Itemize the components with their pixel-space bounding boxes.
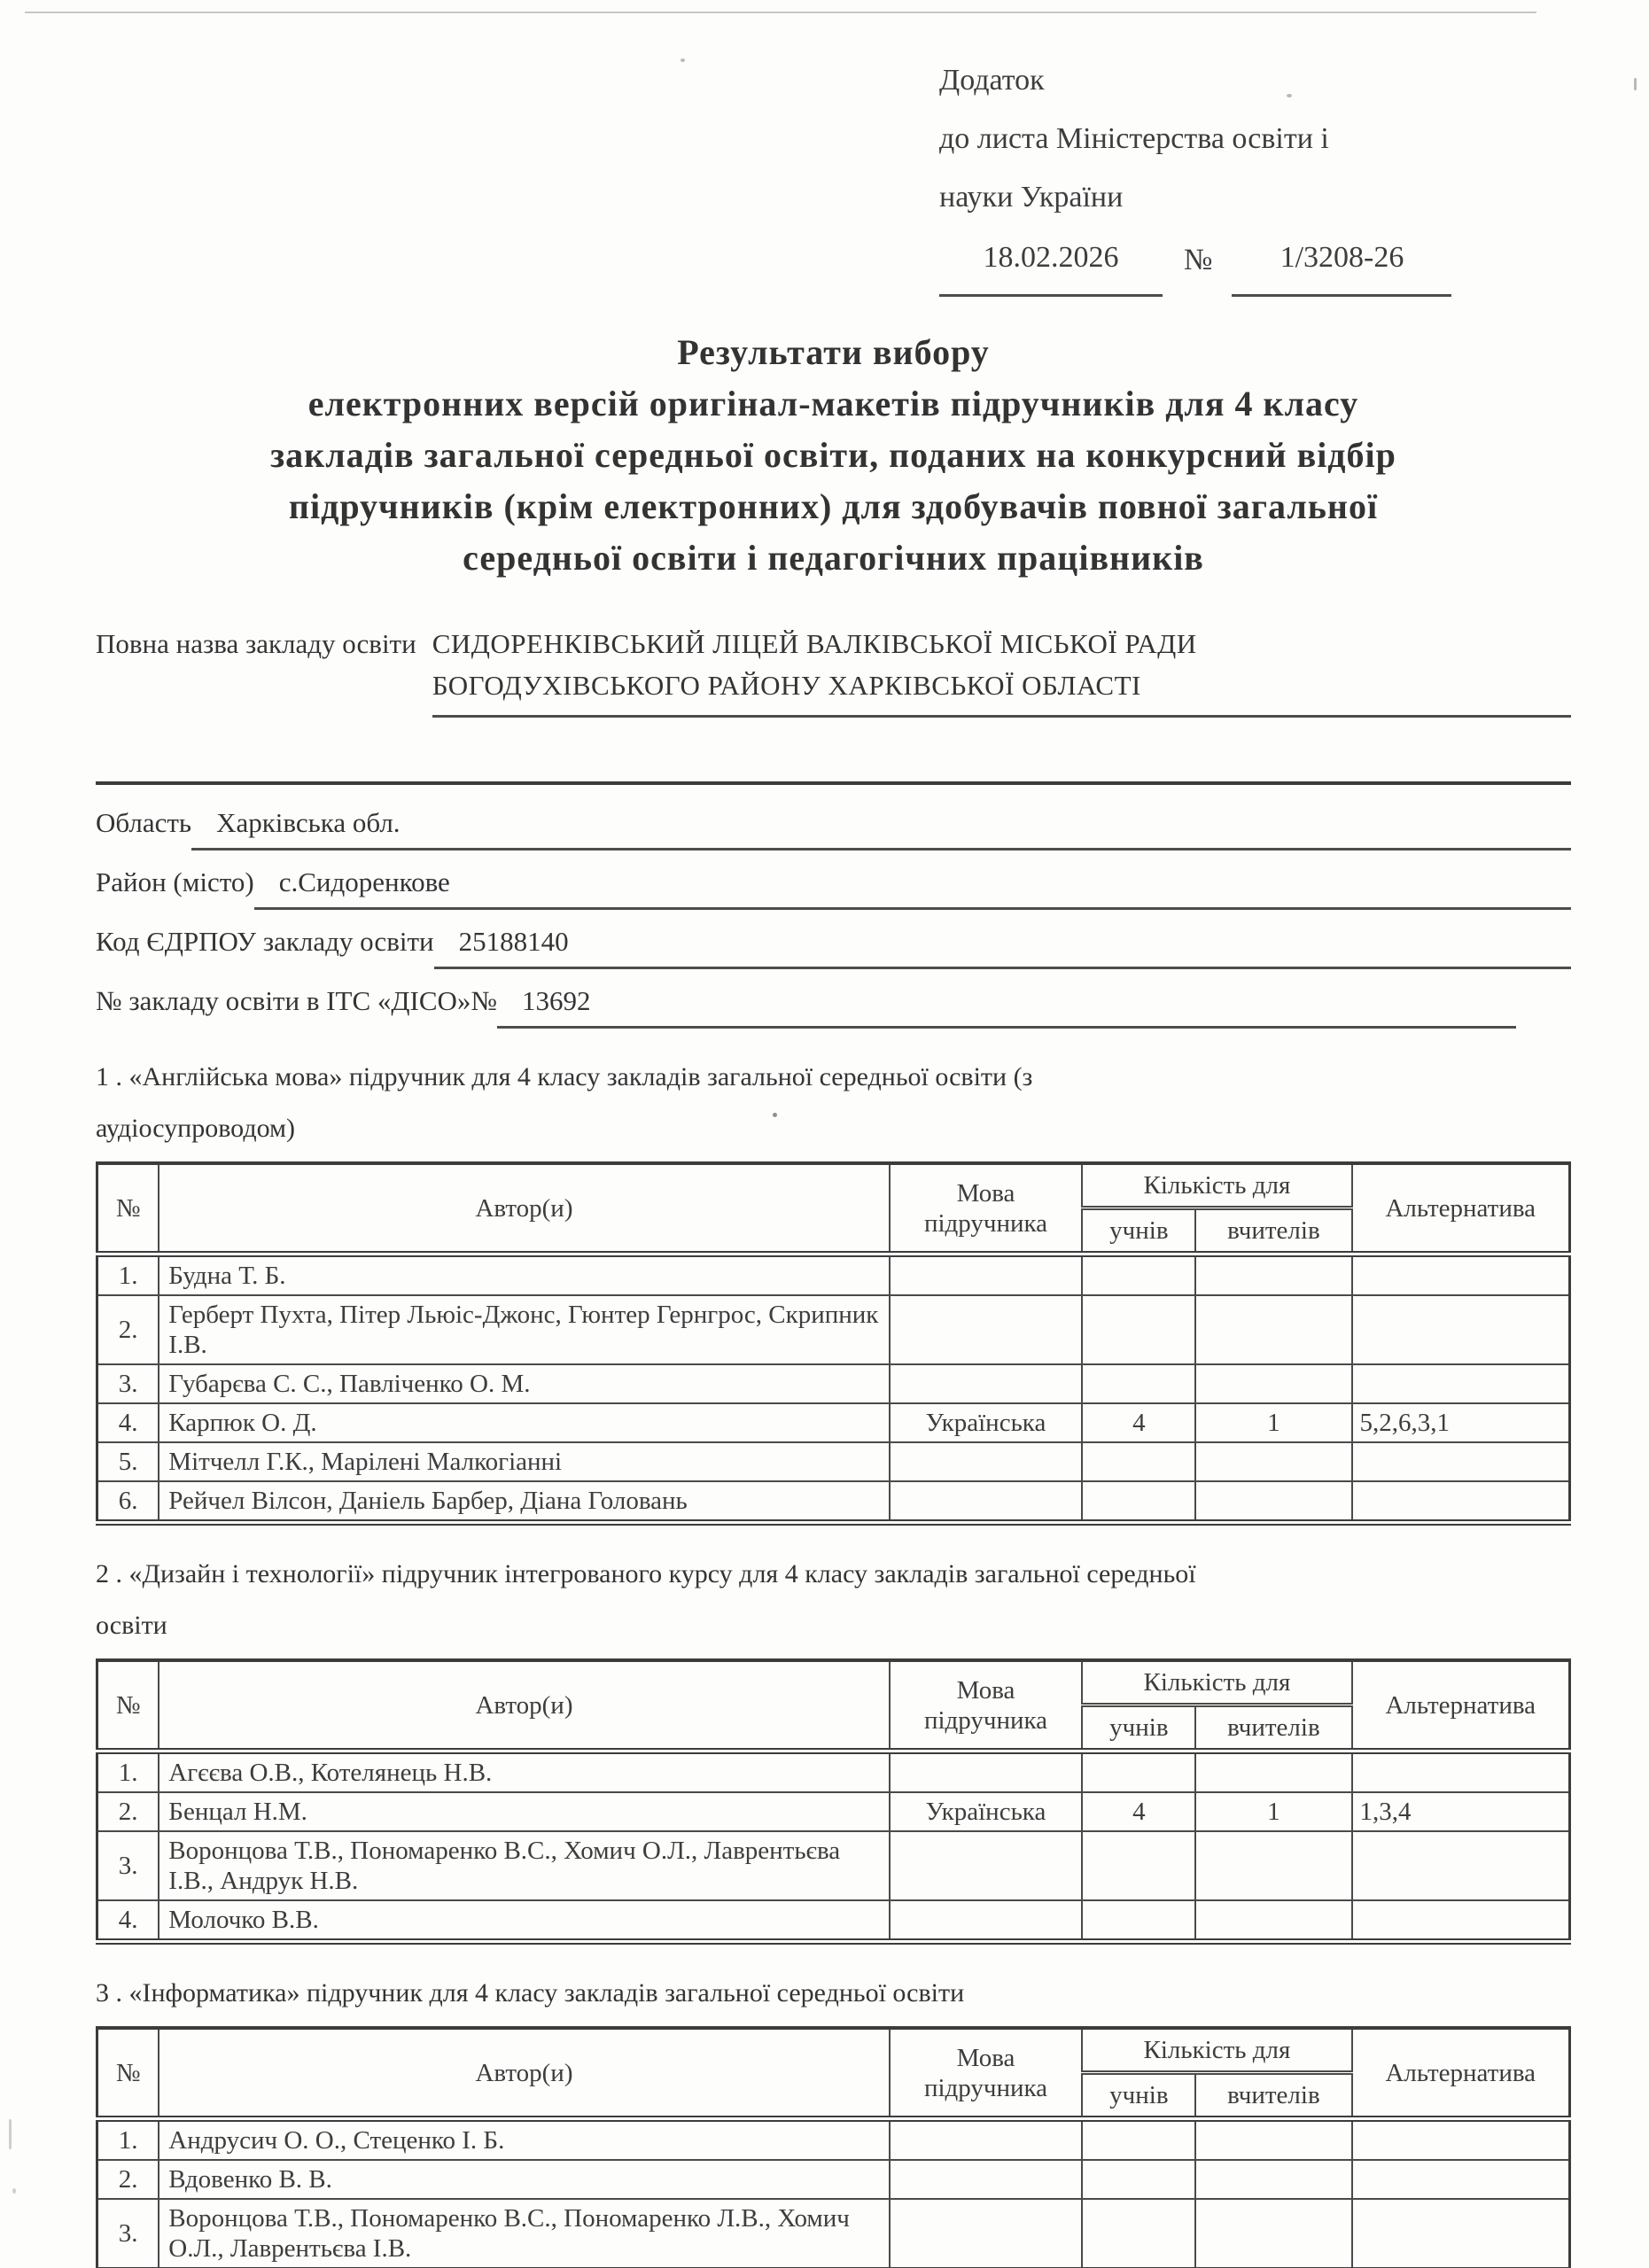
col-header-num: № — [97, 2028, 159, 2119]
table-row — [97, 2199, 1570, 2268]
cell-students: 4 — [1082, 1403, 1195, 1442]
cell-teachers — [1195, 1900, 1351, 1942]
cell-students — [1082, 1481, 1195, 1523]
cell-students — [1082, 2199, 1195, 2268]
cell-num: 2. — [97, 2160, 159, 2199]
cell-authors: Рейчел Вілсон, Даніель Барбер, Діана Головань — [159, 1481, 889, 1523]
table-row — [97, 1295, 1570, 1364]
cell-language — [890, 1831, 1083, 1900]
cell-teachers: 1 — [1195, 1403, 1351, 1442]
col-header-quantity: Кількість для — [1082, 1660, 1351, 1705]
cell-authors: Герберт Пухта, Пітер Льюіс-Джонс, Гюнтер Гернгрос, Скрипник І.В. — [159, 1295, 889, 1364]
col-header-authors: Автор(и) — [159, 1163, 889, 1254]
cell-students — [1082, 2160, 1195, 2199]
cell-teachers — [1195, 2160, 1351, 2199]
textbook-sections — [96, 1052, 1571, 2268]
scan-speck — [681, 58, 685, 62]
cell-students — [1082, 1364, 1195, 1403]
cell-alternative — [1352, 1831, 1570, 1900]
table-row — [97, 2160, 1570, 2199]
textbook-section-3 — [96, 1968, 1571, 2268]
table-row — [97, 1831, 1570, 1900]
cell-students: 4 — [1082, 1792, 1195, 1831]
school-name-line: БОГОДУХІВСЬКОГО РАЙОНУ ХАРКІВСЬКОЇ ОБЛАСТІ — [432, 670, 1141, 701]
col-header-language: Мова підручника — [890, 1163, 1083, 1254]
school-name-line: СИДОРЕНКІВСЬКИЙ ЛІЦЕЙ ВАЛКІВСЬКОЇ МІСЬКОЇ РАДИ — [432, 628, 1197, 659]
section-heading — [96, 1052, 1571, 1154]
cell-num: 1. — [97, 1751, 159, 1793]
textbook-table — [96, 1161, 1571, 1526]
cell-alternative — [1352, 1442, 1570, 1481]
col-header-language: Мова підручника — [890, 1660, 1083, 1751]
cell-alternative — [1352, 2199, 1570, 2268]
field-diso-number — [96, 984, 1571, 1029]
cell-authors: Молочко В.В. — [159, 1900, 889, 1942]
cell-teachers — [1195, 1364, 1351, 1403]
cell-teachers — [1195, 1295, 1351, 1364]
cell-authors: Воронцова Т.В., Пономаренко В.С., Пономаренко Л.В., Хомич О.Л., Лаврентьєва І.В. — [159, 2199, 889, 2268]
cell-authors: Мітчелл Г.К., Марілені Малкогіанні — [159, 1442, 889, 1481]
appendix-note — [939, 51, 1571, 297]
table-row — [97, 1254, 1570, 1296]
title-line: закладів загальної середньої освіти, поданих на конкурсний відбір — [270, 435, 1396, 475]
cell-authors: Воронцова Т.В., Пономаренко В.С., Хомич О.Л., Лаврентьєва І.В., Андрук Н.В. — [159, 1831, 889, 1900]
cell-alternative — [1352, 1364, 1570, 1403]
cell-language — [890, 1900, 1083, 1942]
field-region — [96, 806, 1571, 850]
cell-alternative — [1352, 1751, 1570, 1793]
cell-authors: Карпюк О. Д. — [159, 1403, 889, 1442]
cell-num: 6. — [97, 1481, 159, 1523]
table-header-row — [97, 1163, 1570, 1208]
horizontal-rule — [96, 781, 1571, 785]
registry-fields — [96, 806, 1571, 1029]
table-body — [97, 1254, 1570, 1523]
cell-alternative: 5,2,6,3,1 — [1352, 1403, 1570, 1442]
field-district-label: Район (місто) — [96, 866, 254, 897]
col-header-teachers: вчителів — [1195, 2073, 1351, 2119]
cell-num: 2. — [97, 1792, 159, 1831]
table-header — [97, 1163, 1570, 1254]
table-body — [97, 2119, 1570, 2268]
document-title — [96, 327, 1571, 584]
cell-language: Українська — [890, 1792, 1083, 1831]
col-header-teachers: вчителів — [1195, 1705, 1351, 1751]
col-header-alternative: Альтернатива — [1352, 1163, 1570, 1254]
textbook-section-1 — [96, 1052, 1571, 1526]
title-line: електронних версій оригінал-макетів підручників для 4 класу — [307, 384, 1359, 423]
table-header — [97, 1660, 1570, 1751]
cell-teachers — [1195, 1751, 1351, 1793]
cell-language — [890, 1751, 1083, 1793]
cell-students — [1082, 1254, 1195, 1296]
cell-authors: Андрусич О. О., Стеценко І. Б. — [159, 2119, 889, 2161]
school-name-value — [432, 623, 1571, 718]
cell-language — [890, 1481, 1083, 1523]
field-district — [96, 866, 1571, 910]
table-body — [97, 1751, 1570, 1942]
col-header-num: № — [97, 1660, 159, 1751]
title-line: підручників (крім електронних) для здобувачів повної загальної — [288, 486, 1379, 526]
cell-language — [890, 2119, 1083, 2161]
cell-language — [890, 2199, 1083, 2268]
table-header-row — [97, 2028, 1570, 2073]
cell-teachers — [1195, 1831, 1351, 1900]
cell-alternative: 1,3,4 — [1352, 1792, 1570, 1831]
field-region-value: Харківська обл. — [191, 806, 1571, 850]
col-header-students: учнів — [1082, 2073, 1195, 2119]
cell-alternative — [1352, 1254, 1570, 1296]
cell-num: 4. — [97, 1900, 159, 1942]
scan-speck — [773, 1113, 777, 1117]
scan-speck — [1634, 78, 1637, 90]
col-header-alternative: Альтернатива — [1352, 1660, 1570, 1751]
col-header-teachers: вчителів — [1195, 1208, 1351, 1254]
col-header-students: учнів — [1082, 1208, 1195, 1254]
cell-num: 1. — [97, 1254, 159, 1296]
appendix-note-line: науки України — [939, 181, 1124, 214]
col-header-students: учнів — [1082, 1705, 1195, 1751]
table-header — [97, 2028, 1570, 2119]
field-diso-label: № закладу освіти в ІТС «ДІСО»№ — [96, 985, 497, 1016]
section-heading — [96, 1549, 1571, 1651]
table-row — [97, 1364, 1570, 1403]
cell-students — [1082, 1442, 1195, 1481]
cell-num: 5. — [97, 1442, 159, 1481]
cell-alternative — [1352, 2119, 1570, 2161]
cell-authors: Бенцал Н.М. — [159, 1792, 889, 1831]
table-row — [97, 1403, 1570, 1442]
cell-teachers — [1195, 1254, 1351, 1296]
cell-authors: Губарєва С. С., Павліченко О. М. — [159, 1364, 889, 1403]
field-edrpou — [96, 925, 1571, 969]
letter-date: 18.02.2026 — [939, 229, 1163, 297]
cell-teachers: 1 — [1195, 1792, 1351, 1831]
col-header-authors: Автор(и) — [159, 1660, 889, 1751]
cell-authors: Вдовенко В. В. — [159, 2160, 889, 2199]
title-line: Результати вибору — [677, 332, 990, 372]
title-line: середньої освіти і педагогічних працівників — [463, 538, 1204, 578]
field-district-value: с.Сидоренкове — [254, 866, 1571, 910]
letter-number: 1/3208-26 — [1232, 229, 1451, 297]
cell-num: 1. — [97, 2119, 159, 2161]
cell-teachers — [1195, 1442, 1351, 1481]
scan-speck — [12, 2188, 16, 2194]
section-heading — [96, 1968, 1571, 2019]
cell-language — [890, 1295, 1083, 1364]
cell-authors: Будна Т. Б. — [159, 1254, 889, 1296]
col-header-quantity: Кількість для — [1082, 1163, 1351, 1208]
cell-alternative — [1352, 2160, 1570, 2199]
cell-num: 2. — [97, 1295, 159, 1364]
cell-language — [890, 1364, 1083, 1403]
table-row — [97, 1792, 1570, 1831]
section-heading-line: освіти — [96, 1611, 167, 1640]
cell-language — [890, 1442, 1083, 1481]
section-heading-line: 3 . «Інформатика» підручник для 4 класу закладів загальної середньої освіти — [96, 1978, 965, 2008]
cell-num: 4. — [97, 1403, 159, 1442]
table-row — [97, 2119, 1570, 2161]
cell-num: 3. — [97, 1364, 159, 1403]
field-region-label: Область — [96, 807, 192, 838]
cell-teachers — [1195, 2199, 1351, 2268]
field-diso-value: 13692 — [497, 984, 1516, 1029]
cell-alternative — [1352, 1900, 1570, 1942]
cell-num: 3. — [97, 1831, 159, 1900]
cell-language: Українська — [890, 1403, 1083, 1442]
school-name-field — [96, 623, 1571, 718]
scan-speck — [9, 2119, 12, 2149]
numero-sign: № — [1184, 244, 1213, 276]
cell-students — [1082, 2119, 1195, 2161]
col-header-quantity: Кількість для — [1082, 2028, 1351, 2073]
table-row — [97, 1900, 1570, 1942]
appendix-note-line: Додаток — [939, 64, 1045, 97]
section-heading-line: 1 . «Англійська мова» підручник для 4 класу закладів загальної середньої освіти (з — [96, 1062, 1033, 1091]
cell-authors: Агєєва О.В., Котелянець Н.В. — [159, 1751, 889, 1793]
table-row — [97, 1751, 1570, 1793]
cell-teachers — [1195, 2119, 1351, 2161]
cell-students — [1082, 1831, 1195, 1900]
cell-teachers — [1195, 1481, 1351, 1523]
textbook-table — [96, 1658, 1571, 1945]
col-header-num: № — [97, 1163, 159, 1254]
section-heading-line: аудіосупроводом) — [96, 1114, 295, 1143]
textbook-section-2 — [96, 1549, 1571, 1945]
col-header-authors: Автор(и) — [159, 2028, 889, 2119]
scan-speck — [1287, 94, 1292, 97]
table-row — [97, 1442, 1570, 1481]
section-heading-line: 2 . «Дизайн і технології» підручник інтегрованого курсу для 4 класу закладів загальної середньої — [96, 1559, 1196, 1588]
cell-num: 3. — [97, 2199, 159, 2268]
col-header-language: Мова підручника — [890, 2028, 1083, 2119]
cell-students — [1082, 1751, 1195, 1793]
scan-edge-line — [25, 12, 1536, 13]
col-header-alternative: Альтернатива — [1352, 2028, 1570, 2119]
field-edrpou-value: 25188140 — [434, 925, 1571, 969]
textbook-table — [96, 2026, 1571, 2268]
field-edrpou-label: Код ЄДРПОУ закладу освіти — [96, 926, 434, 957]
appendix-note-line: до листа Міністерства освіти і — [939, 122, 1329, 155]
cell-alternative — [1352, 1481, 1570, 1523]
cell-students — [1082, 1900, 1195, 1942]
table-row — [97, 1481, 1570, 1523]
cell-students — [1082, 1295, 1195, 1364]
cell-language — [890, 2160, 1083, 2199]
cell-language — [890, 1254, 1083, 1296]
school-name-label: Повна назва закладу освіти — [96, 628, 416, 659]
cell-alternative — [1352, 1295, 1570, 1364]
letter-date-row — [939, 229, 1571, 297]
table-header-row — [97, 1660, 1570, 1705]
